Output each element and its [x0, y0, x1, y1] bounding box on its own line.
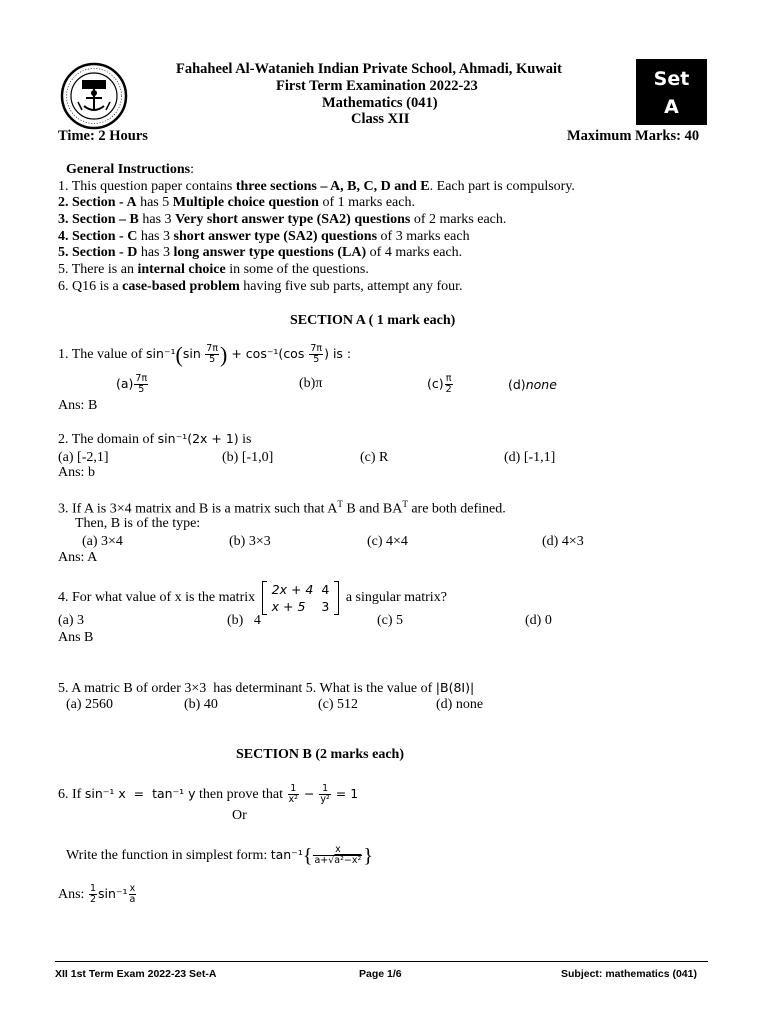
section-a-title: SECTION A ( 1 mark each)	[290, 313, 456, 328]
q4-option-d: (d) 0	[525, 613, 552, 628]
q3-option-a: (a) 3×4	[82, 534, 123, 549]
subject-title: Mathematics (041)	[322, 95, 438, 111]
instruction-2: 2. Section - A has 5 Multiple choice question of 1 marks each.	[58, 195, 415, 210]
class-title: Class XII	[351, 111, 410, 127]
q5-option-c: (c) 512	[318, 697, 359, 712]
q2-option-a: (a) [-2,1]	[58, 450, 109, 465]
school-name: Fahaheel Al-Watanieh Indian Private School, Ahmadi, Kuwait	[176, 61, 562, 77]
q4-matrix: 2x + 4 4 x + 5 3	[262, 581, 340, 615]
q3-option-b: (b) 3×3	[229, 534, 271, 549]
q5-option-b: (b) 40	[184, 697, 218, 712]
q6-alternative: Write the function in simplest form: tan⁻¹{ $\frac{x}{\text{a+√a²−x²}}$ }	[66, 844, 373, 867]
question-3-line2: Then, B is of the type:	[75, 516, 201, 531]
q4-answer: Ans B	[58, 630, 94, 645]
q3-option-c: (c) 4×4	[367, 534, 408, 549]
q1-option-c: (c) $\frac{\pi}{2}$	[427, 373, 452, 395]
question-6: 6. If sin⁻¹ x = tan⁻¹ y then prove that $\frac{1}{\text{x²}}$ − $\frac{1}{\text{y²}}$ = 1	[58, 783, 359, 806]
q2-option-d: (d) [-1,1]	[504, 450, 556, 465]
q2-answer: Ans: b	[58, 465, 95, 480]
section-b-title: SECTION B (2 marks each)	[236, 747, 405, 762]
q2-option-b: (b) [-1,0]	[222, 450, 274, 465]
question-3: 3. If A is 3×4 matrix and B is a matrix such that $A^T$ B and $BA^T$ are both defined.	[58, 499, 506, 517]
question-2: 2. The domain of sin⁻¹(2x + 1) is	[58, 431, 252, 447]
q1-option-d: (d)none	[508, 377, 557, 392]
maximum-marks: Maximum Marks: 40	[567, 128, 700, 144]
set-letter: A	[664, 96, 679, 118]
q1-option-a: (a) $\frac{7\pi}{5}$	[116, 373, 148, 395]
q4-option-a: (a) 3	[58, 613, 85, 628]
footer-divider	[55, 961, 708, 962]
footer-subject: Subject: mathematics (041)	[561, 968, 697, 980]
school-logo-icon	[60, 62, 128, 130]
q3-option-d: (d) 4×3	[542, 534, 584, 549]
instruction-3: 3. Section – B has 3 Very short answer type (SA2) questions of 2 marks each.	[58, 212, 507, 227]
instruction-7: 6. Q16 is a case-based problem having five sub parts, attempt any four.	[58, 279, 463, 294]
exam-title: First Term Examination 2022-23	[276, 78, 478, 94]
q5-option-a: (a) 2560	[66, 697, 114, 712]
q4-option-c: (c) 5	[377, 613, 404, 628]
q6-answer: Ans: $\frac{1}{2}$ sin⁻¹ $\frac{x}{a}$	[58, 883, 136, 906]
question-1: 1. The value of sin⁻¹(sin $\frac{7\pi}{5}$ ) + cos⁻¹(cos $\frac{7\pi}{5}$ ) is :	[58, 341, 352, 367]
instruction-1: 1. This question paper contains three sections – A, B, C, D and E. Each part is compulsory.	[58, 179, 575, 194]
time-allowed: Time: 2 Hours	[58, 128, 148, 144]
instruction-5: 5. Section - D has 3 long answer type questions (LA) of 4 marks each.	[58, 245, 463, 260]
footer-exam: XII 1st Term Exam 2022-23 Set-A	[55, 968, 217, 980]
q6-or: Or	[232, 808, 247, 823]
q1-answer: Ans: B	[58, 398, 98, 413]
instruction-4: 4. Section - C has 3 short answer type (SA2) questions of 3 marks each	[58, 229, 470, 244]
set-badge	[636, 59, 707, 125]
question-5: 5. A matric B of order 3×3 has determinant 5. What is the value of |B(8I)|	[58, 680, 475, 696]
footer-page: Page 1/6	[359, 968, 402, 980]
q4-option-b: (b) 4	[227, 613, 261, 628]
q2-option-c: (c) R	[360, 450, 389, 465]
q1-option-b: (b)π	[299, 376, 323, 391]
set-label: Set	[653, 68, 690, 90]
q3-answer: Ans: A	[58, 550, 98, 565]
instructions-heading: General Instructions:	[66, 162, 194, 177]
instruction-6: 5. There is an internal choice in some of the questions.	[58, 262, 369, 277]
q5-option-d: (d) none	[436, 697, 484, 712]
question-4: 4. For what value of x is the matrix 2x + 4 4 x + 5 3 a singular matrix?	[58, 582, 447, 614]
